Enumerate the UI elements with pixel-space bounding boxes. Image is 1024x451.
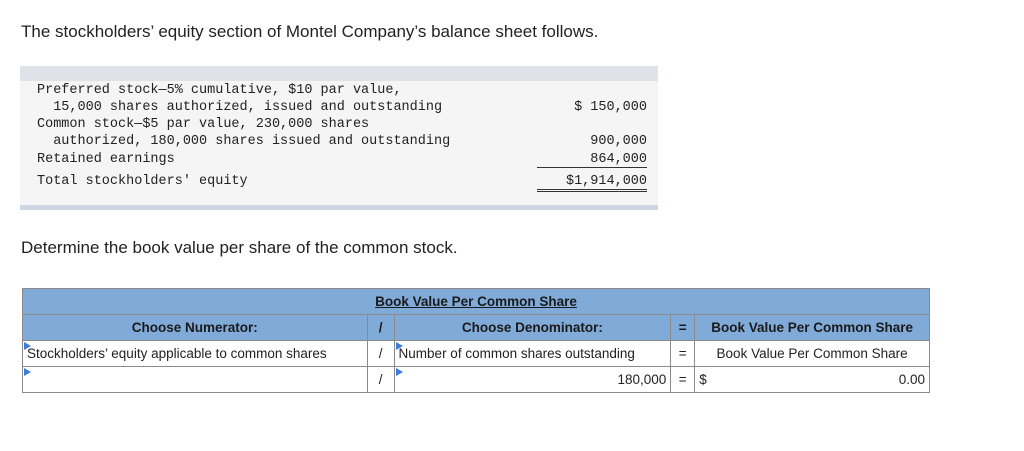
numerator-header: Choose Numerator: bbox=[23, 315, 368, 341]
intro-text: The stockholders’ equity section of Montel Company’s balance sheet follows. bbox=[21, 22, 599, 41]
denominator-value: Number of common shares outstanding bbox=[398, 346, 635, 361]
result-label: Book Value Per Common Share bbox=[695, 341, 930, 367]
bs-line-common-1: Common stock—$5 par value, 230,000 shares bbox=[37, 117, 370, 132]
dropdown-marker-icon bbox=[396, 368, 403, 376]
bs-amount-total: $1,914,000 bbox=[537, 174, 647, 192]
book-value-table bbox=[22, 288, 930, 393]
equals-operator: = bbox=[671, 341, 695, 367]
equals-operator: = bbox=[671, 367, 695, 393]
balance-sheet-bottom-bar bbox=[20, 205, 658, 210]
dropdown-marker-icon bbox=[24, 342, 31, 350]
numerator-value: Stockholders’ equity applicable to common shares bbox=[27, 346, 327, 361]
bs-line-retained: Retained earnings bbox=[37, 152, 175, 167]
numerator-input[interactable] bbox=[23, 367, 368, 393]
bs-amount-common: 900,000 bbox=[590, 134, 647, 149]
divide-operator: / bbox=[367, 367, 394, 393]
question-text: Determine the book value per share of the common stock. bbox=[21, 238, 458, 257]
denominator-dropdown[interactable] bbox=[394, 341, 671, 367]
balance-sheet-excerpt bbox=[20, 66, 658, 210]
equals-operator: = bbox=[671, 315, 695, 341]
denominator-input-value: 180,000 bbox=[617, 372, 667, 387]
table-row bbox=[23, 367, 930, 393]
dropdown-marker-icon bbox=[24, 368, 31, 376]
numerator-dropdown[interactable] bbox=[23, 341, 368, 367]
table-title: Book Value Per Common Share bbox=[23, 289, 930, 315]
denominator-header: Choose Denominator: bbox=[394, 315, 671, 341]
result-value: 0.00 bbox=[898, 372, 925, 387]
denominator-input[interactable] bbox=[394, 367, 671, 393]
bs-line-preferred-2: 15,000 shares authorized, issued and outstanding bbox=[37, 100, 443, 115]
divide-operator: / bbox=[367, 315, 394, 341]
bs-line-total: Total stockholders' equity bbox=[37, 174, 248, 189]
bs-line-common-2: authorized, 180,000 shares issued and outstanding bbox=[37, 134, 451, 149]
table-row bbox=[23, 341, 930, 367]
bs-amount-retained: 864,000 bbox=[537, 152, 647, 168]
bs-line-preferred-1: Preferred stock—5% cumulative, $10 par value, bbox=[37, 83, 402, 98]
balance-sheet-top-bar bbox=[20, 66, 658, 81]
bs-amount-preferred: $ 150,000 bbox=[574, 100, 647, 115]
currency-symbol: $ bbox=[699, 372, 707, 387]
dropdown-marker-icon bbox=[396, 342, 403, 350]
result-header: Book Value Per Common Share bbox=[695, 315, 930, 341]
result-value-cell bbox=[695, 367, 930, 393]
divide-operator: / bbox=[367, 341, 394, 367]
